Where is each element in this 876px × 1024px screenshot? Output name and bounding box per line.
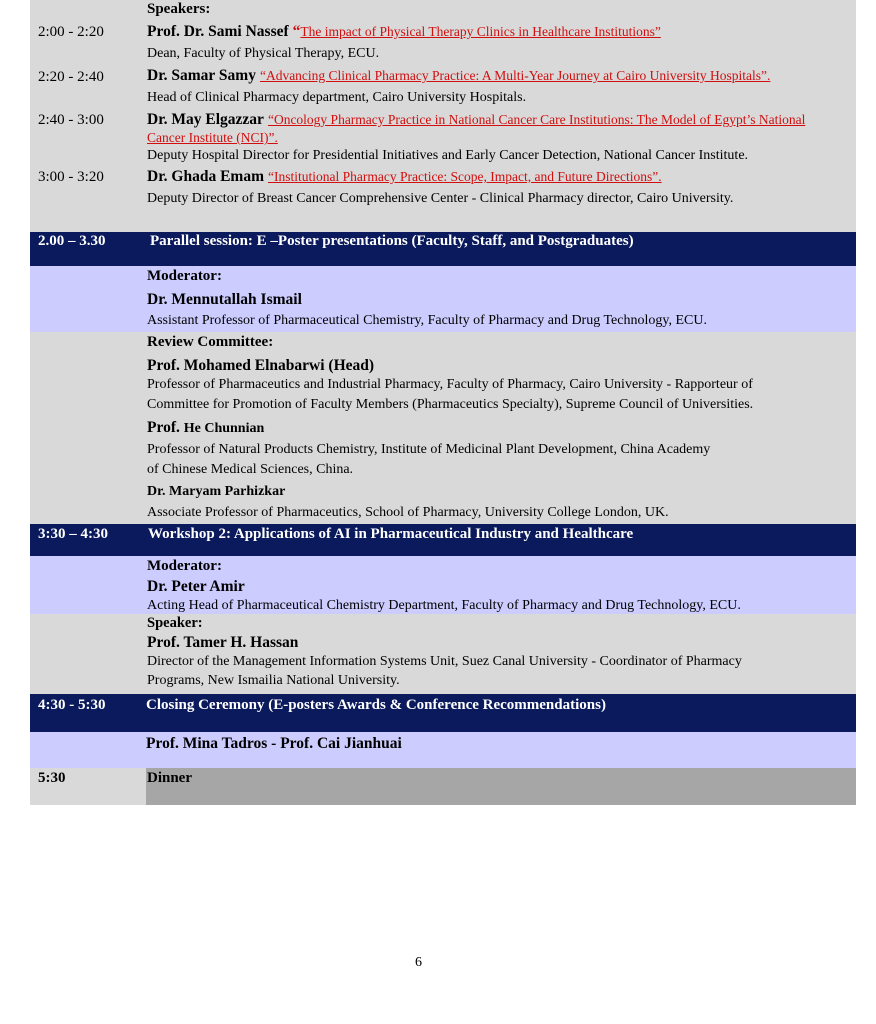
talk-time: 2:40 - 3:00 xyxy=(38,112,104,128)
speakers-label: Speakers: xyxy=(147,1,211,17)
committee-member-row xyxy=(147,419,264,437)
committee-member-affiliation: Professor of Natural Products Chemistry, Institute of Medicinal Plant Development, China Academy xyxy=(147,442,711,457)
talk-row xyxy=(147,168,662,186)
page-number: 6 xyxy=(415,955,422,970)
talk-row xyxy=(147,23,661,41)
committee-member-affiliation: Associate Professor of Pharmaceutics, School of Pharmacy, University College London, UK. xyxy=(147,505,669,520)
moderator-name: Dr. Peter Amir xyxy=(147,578,245,595)
speaker-affiliation: Deputy Director of Breast Cancer Comprehensive Center - Clinical Pharmacy director, Cairo University. xyxy=(147,191,734,206)
speaker-name: Dr. Samar Samy xyxy=(147,67,256,84)
member-prefix: Prof. xyxy=(147,419,184,436)
dinner-background xyxy=(146,768,856,805)
speaker-name: Prof. Tamer H. Hassan xyxy=(147,634,299,651)
session-e-time: 2.00 – 3.30 xyxy=(38,233,106,249)
committee-member-affiliation: of Chinese Medical Sciences, China. xyxy=(147,462,354,477)
talk-title-link[interactable]: “Institutional Pharmacy Practice: Scope, Impact, and Future Directions”. xyxy=(267,169,662,184)
speaker-label: Speaker: xyxy=(147,615,203,631)
workshop2-time: 3:30 – 4:30 xyxy=(38,526,108,542)
moderator-affiliation: Assistant Professor of Pharmaceutical Chemistry, Faculty of Pharmacy and Drug Technology, ECU. xyxy=(147,313,707,328)
closing-title: Closing Ceremony (E-posters Awards & Conference Recommendations) xyxy=(146,697,606,713)
talk-row xyxy=(147,111,805,129)
moderator-label: Moderator: xyxy=(147,558,222,574)
dinner-label: Dinner xyxy=(147,770,192,786)
talk-time: 2:20 - 2:40 xyxy=(38,69,104,85)
talk-title-link-continued[interactable]: Cancer Institute (NCI)”. xyxy=(147,130,278,145)
closing-time: 4:30 - 5:30 xyxy=(38,697,106,713)
talk-title-link[interactable]: “Advancing Clinical Pharmacy Practice: A Multi-Year Journey at Cairo University Hospitals”. xyxy=(259,68,771,83)
committee-member-name: He Chunnian xyxy=(183,421,265,436)
speaker-affiliation: Dean, Faculty of Physical Therapy, ECU. xyxy=(147,46,380,61)
committee-member-affiliation: Professor of Pharmaceutics and Industrial Pharmacy, Faculty of Pharmacy, Cairo University - Rapporteur of xyxy=(147,377,753,392)
committee-member-affiliation: Committee for Promotion of Faculty Members (Pharmaceutics Specialty), Supreme Council of Universities. xyxy=(147,397,754,412)
moderator-name: Dr. Mennutallah Ismail xyxy=(147,291,302,308)
speaker-affiliation: Director of the Management Information Systems Unit, Suez Canal University - Coordinator of Pharmacy xyxy=(147,654,742,669)
moderator-label: Moderator: xyxy=(147,268,222,284)
speaker-affiliation: Programs, New Ismailia National University. xyxy=(147,673,400,688)
talk-time: 3:00 - 3:20 xyxy=(38,169,104,185)
dinner-time: 5:30 xyxy=(38,770,66,786)
quote-mark: “ xyxy=(292,23,301,40)
talk-title-link[interactable]: The impact of Physical Therapy Clinics in Healthcare Institutions” xyxy=(300,24,661,39)
speaker-name: Dr. May Elgazzar xyxy=(147,111,264,128)
workshop2-title: Workshop 2: Applications of AI in Pharmaceutical Industry and Healthcare xyxy=(148,526,634,542)
committee-member-name: Dr. Maryam Parhizkar xyxy=(147,484,286,499)
committee-label: Review Committee: xyxy=(147,334,274,350)
talk-title-link[interactable]: “Oncology Pharmacy Practice in National Cancer Care Institutions: The Model of Egypt’s National xyxy=(267,112,806,127)
session-e-title: Parallel session: E –Poster presentations (Faculty, Staff, and Postgraduates) xyxy=(150,233,634,249)
speaker-affiliation: Head of Clinical Pharmacy department, Cairo University Hospitals. xyxy=(147,90,527,105)
speaker-affiliation: Deputy Hospital Director for Presidential Initiatives and Early Cancer Detection, National Cancer Institute. xyxy=(147,148,749,163)
moderator-affiliation: Acting Head of Pharmaceutical Chemistry Department, Faculty of Pharmacy and Drug Technology, ECU. xyxy=(147,598,741,613)
speaker-name: Dr. Ghada Emam xyxy=(147,168,264,185)
closing-names: Prof. Mina Tadros - Prof. Cai Jianhuai xyxy=(146,735,402,752)
talk-row xyxy=(147,67,770,85)
committee-member-name: Prof. Mohamed Elnabarwi (Head) xyxy=(147,357,375,374)
speaker-name: Prof. Dr. Sami Nassef xyxy=(147,23,289,40)
talk-time: 2:00 - 2:20 xyxy=(38,24,104,40)
